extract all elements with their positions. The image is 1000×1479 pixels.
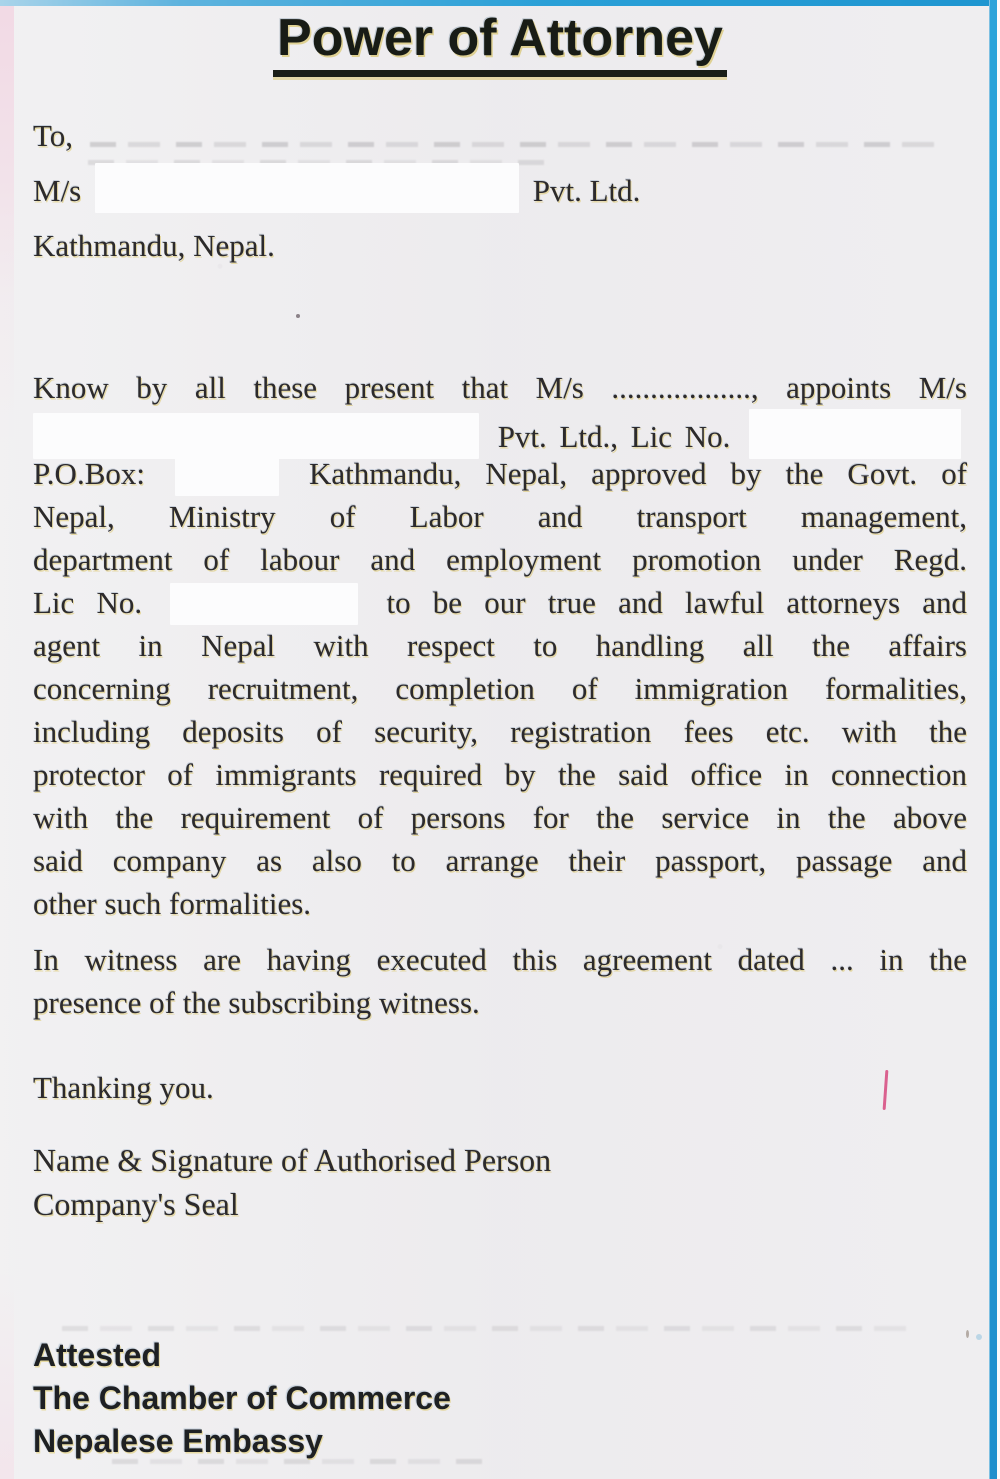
text-line xyxy=(33,409,967,452)
text-segment: Pvt. Ltd., xyxy=(497,419,619,454)
text-segment: other such formalities. xyxy=(33,886,312,921)
text-segment: protector of immigrants required by the said office in connection xyxy=(33,757,967,792)
text-segment: concerning recruitment, completion of immigration formalities, xyxy=(33,671,967,706)
redaction-box xyxy=(170,583,358,625)
text-line xyxy=(33,1377,967,1420)
text-segment: to be our true and lawful attorneys and xyxy=(386,585,967,620)
text-line xyxy=(33,108,967,163)
text-line xyxy=(33,938,967,981)
text-line xyxy=(33,366,967,409)
text-line xyxy=(33,839,967,882)
attestation-block xyxy=(33,1334,967,1463)
text-segment: including deposits of security, registration fees etc. with the xyxy=(33,714,967,749)
text-segment: Lic No. xyxy=(33,585,143,620)
text-segment: with the requirement of persons for the service in the above xyxy=(33,800,967,835)
body-paragraph-witness xyxy=(33,938,967,1024)
text-segment: Thanking you. xyxy=(33,1070,214,1105)
text-segment: P.O.Box: xyxy=(33,456,145,491)
text-line xyxy=(33,538,967,581)
text-line xyxy=(33,1066,967,1109)
text-line xyxy=(33,495,967,538)
text-line xyxy=(33,1138,967,1182)
text-segment: Attested xyxy=(33,1337,162,1373)
text-line xyxy=(33,163,967,218)
text-segment: Company's Seal xyxy=(33,1186,239,1222)
text-segment: Nepalese Embassy xyxy=(33,1423,323,1459)
text-line xyxy=(33,452,967,495)
text-segment: Kathmandu, Nepal. xyxy=(33,228,275,263)
closing-thanks xyxy=(33,1066,967,1109)
body-paragraph-main xyxy=(33,366,967,925)
recipient-address xyxy=(33,108,967,273)
text-segment: M/s xyxy=(33,173,82,208)
text-line xyxy=(33,882,967,925)
signature-block xyxy=(33,1138,967,1226)
scan-edge-pink-left xyxy=(0,0,14,1479)
redaction-box xyxy=(95,163,519,213)
text-line xyxy=(33,1420,967,1463)
text-segment: said company as also to arrange their passport, passage and xyxy=(33,843,967,878)
scan-edge-blue-top xyxy=(0,0,1000,6)
text-segment: Nepal, Ministry of Labor and transport management, xyxy=(33,499,967,534)
text-segment: In witness are having executed this agreement dated ... in the xyxy=(33,942,967,977)
text-segment: department of labour and employment promotion under Regd. xyxy=(33,542,967,577)
redaction-box xyxy=(175,456,279,496)
paper-speck xyxy=(296,314,300,318)
text-segment: agent in Nepal with respect to handling all the affairs xyxy=(33,628,967,663)
text-segment: Pvt. Ltd. xyxy=(532,173,641,208)
text-segment: To, xyxy=(33,118,74,153)
scan-edge-blue-right xyxy=(989,0,997,1479)
paper-speck xyxy=(976,1334,982,1340)
text-line xyxy=(33,1182,967,1226)
text-line xyxy=(33,624,967,667)
text-segment: Kathmandu, Nepal, approved by the Govt. of xyxy=(309,456,968,491)
text-line xyxy=(33,981,967,1024)
scan-smudge xyxy=(62,1326,920,1331)
text-line xyxy=(33,218,967,273)
text-line xyxy=(33,710,967,753)
text-segment: Name & Signature of Authorised Person xyxy=(33,1142,552,1178)
text-segment: presence of the subscribing witness. xyxy=(33,985,480,1020)
text-line xyxy=(33,667,967,710)
document-title: Power of Attorney xyxy=(273,8,727,77)
text-line xyxy=(33,796,967,839)
text-line xyxy=(33,1334,967,1377)
text-segment: The Chamber of Commerce xyxy=(33,1380,451,1416)
text-segment: Know by all these present that M/s .................., appoints M/s xyxy=(33,370,967,405)
text-line xyxy=(33,581,967,624)
text-line xyxy=(33,753,967,796)
text-segment: Lic No. xyxy=(630,419,731,454)
title-row xyxy=(0,8,1000,77)
